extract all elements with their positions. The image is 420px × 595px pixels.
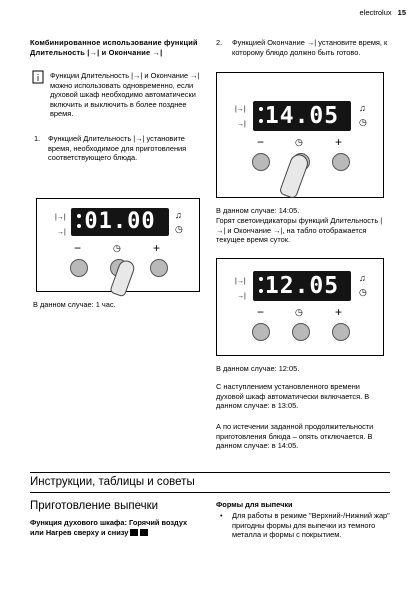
minus-button[interactable] — [70, 259, 88, 277]
bell-icon: ♫ — [359, 273, 366, 283]
info-note: Функции Длительность |→| и Окончание →| можно использовать одновременно, если духовой шкаф необходимо автоматически включить и выключить в более позднее время. — [50, 71, 200, 119]
bullet: • — [220, 511, 223, 520]
bullet-text: Для работы в режиме "Верхний-/Нижний жар" пригодны формы для выпечки из темного металла и формы с покрытием. — [232, 511, 390, 540]
section-heading: Инструкции, таблицы и советы — [30, 476, 195, 488]
end-indicator: →| — [237, 293, 246, 300]
step-text: Функцией Окончание →| установите время, к которому блюдо должно быть готово. — [232, 38, 388, 57]
finger-illustration — [278, 152, 310, 200]
bell-icon: ♫ — [175, 210, 182, 220]
oven-function-text: Функция духового шкафа: Горячий воздух или Нагрев сверху и снизу — [30, 518, 188, 537]
plus-icon: + — [153, 241, 161, 255]
lcd-display — [71, 208, 169, 236]
info-icon — [32, 70, 44, 84]
plus-button[interactable] — [332, 323, 350, 341]
paragraph: В данном случае: 12:05. — [216, 364, 300, 373]
clock-button[interactable] — [292, 323, 310, 341]
plus-icon: + — [335, 305, 343, 319]
control-panel — [216, 258, 384, 356]
minus-button[interactable] — [252, 323, 270, 341]
paragraph: Горят светоиндикаторы функций Длительность |→| и Окончание →|, на табло отображается текущее время суток. — [216, 216, 383, 245]
divider — [30, 492, 390, 493]
lcd-time: 14.05 — [264, 103, 340, 129]
minus-icon: − — [257, 305, 265, 319]
plus-button[interactable] — [332, 153, 350, 171]
clock-icon: ◷ — [359, 287, 367, 297]
clock-function-icon: ◷ — [113, 243, 121, 253]
lcd-time: 01.00 — [84, 209, 156, 234]
page-header — [360, 8, 406, 17]
svg-text:i: i — [36, 74, 40, 84]
section-heading: Приготовление выпечки — [30, 500, 159, 512]
page-number: 15 — [397, 8, 406, 17]
step-text: Функцией Длительность |→| установите время, необходимое для приготовления соответствующего блюда. — [48, 134, 187, 163]
lcd-display — [253, 101, 351, 131]
clock-function-icon: ◷ — [295, 137, 303, 147]
baking-forms-title: Формы для выпечки — [216, 500, 293, 509]
step-number: 2. — [216, 38, 223, 47]
clock-icon: ◷ — [359, 117, 367, 127]
clock-function-icon: ◷ — [295, 307, 303, 317]
lcd-display — [253, 271, 351, 301]
paragraph: А по истечении заданной продолжительности приготовления блюда – опять отключается. В данном случае: в 14:05. — [216, 422, 374, 451]
plus-button[interactable] — [150, 259, 168, 277]
minus-button[interactable] — [252, 153, 270, 171]
paragraph: С наступлением установленного времени духовой шкаф автоматически включается. В данном случае: в 13:05. — [216, 382, 370, 411]
clock-icon: ◷ — [175, 224, 183, 234]
end-indicator: →| — [237, 121, 246, 128]
duration-indicator: |→| — [235, 106, 246, 113]
top-bottom-heat-icon — [140, 529, 148, 536]
duration-indicator: |→| — [235, 278, 246, 285]
plus-icon: + — [335, 135, 343, 149]
bell-icon: ♫ — [359, 103, 366, 113]
caption: В данном случае: 1 час. — [33, 300, 116, 309]
minus-icon: − — [257, 135, 265, 149]
brand-name: electrolux — [359, 8, 392, 17]
duration-indicator: |→| — [55, 214, 66, 221]
control-panel — [216, 72, 384, 198]
control-panel — [36, 198, 200, 292]
end-indicator: →| — [57, 229, 66, 236]
section-title: Комбинированное использование функций Длительность |→| и Окончание →| — [30, 38, 198, 57]
step-number: 1. — [34, 134, 41, 143]
minus-icon: − — [74, 241, 82, 255]
hot-air-icon — [130, 529, 138, 536]
lcd-time: 12.05 — [264, 273, 340, 299]
paragraph: В данном случае: 14:05. — [216, 206, 300, 215]
divider — [30, 472, 390, 473]
